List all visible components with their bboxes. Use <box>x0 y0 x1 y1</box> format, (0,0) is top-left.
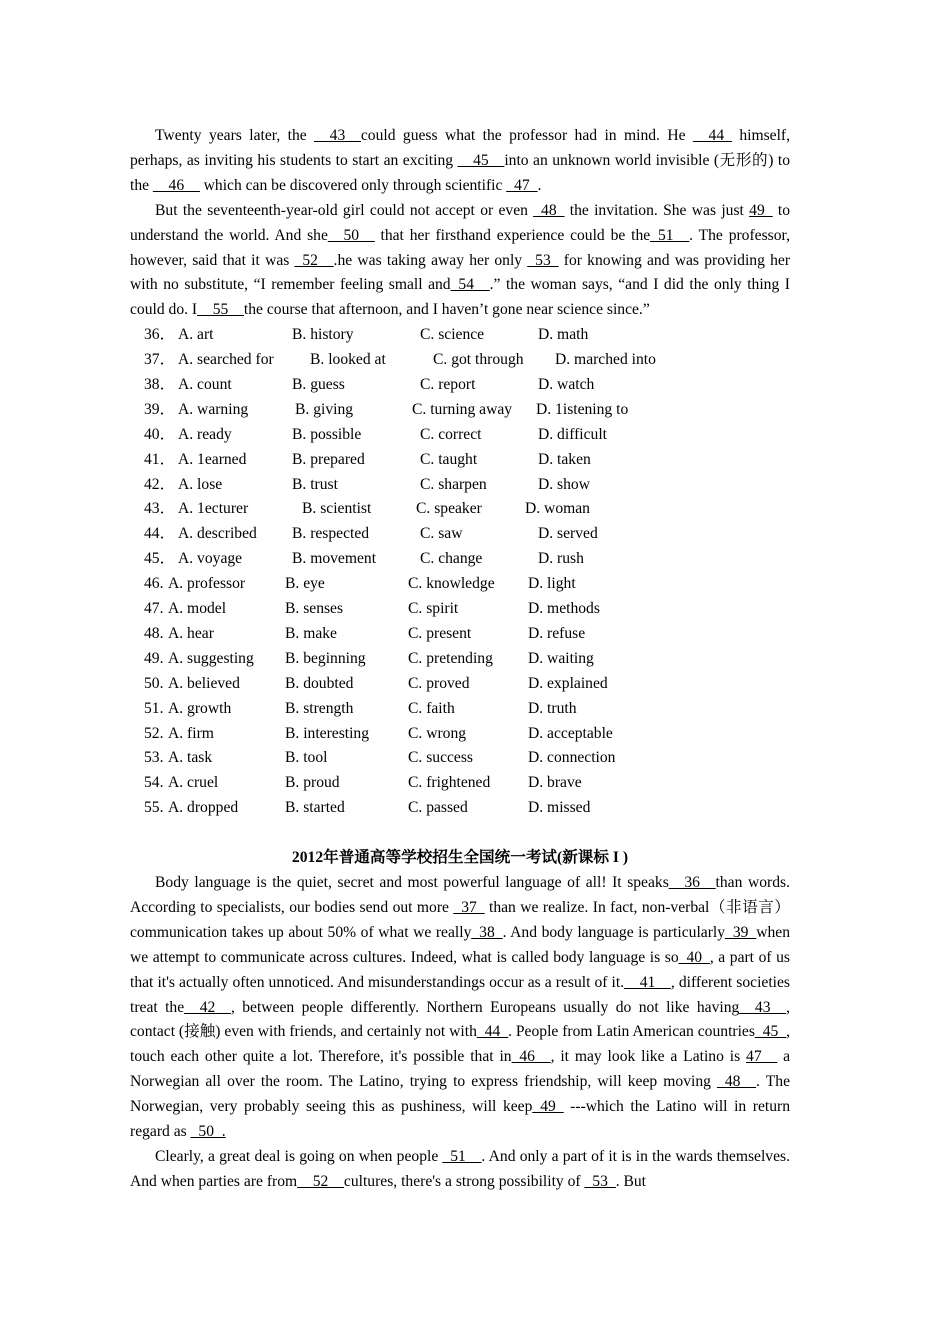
choice-b: B. proud <box>285 774 340 792</box>
passage2-paragraph-2 <box>130 1145 790 1195</box>
choice-a: A. 1earned <box>178 450 247 468</box>
paragraph-text: But the seventeenth-year-old girl could not accept or even <box>155 201 534 219</box>
choice-a: A. growth <box>168 699 232 717</box>
paragraph-text: to understand the world. And she <box>130 201 790 244</box>
choice-a: A. art <box>178 326 214 344</box>
answer-blank: __44_ <box>692 127 732 144</box>
choice-c: C. got through <box>433 351 524 369</box>
choice-a: A. firm <box>168 724 214 742</box>
section-title: 2012年普通高等学校招生全国统一考试(新课标 I ) <box>291 849 629 867</box>
question-number: 54. <box>144 774 164 792</box>
choice-c: C. saw <box>420 525 463 543</box>
choice-b: B. beginning <box>285 649 366 667</box>
choice-b: B. eye <box>285 575 325 593</box>
choice-a: A. suggesting <box>168 649 254 667</box>
answer-blank: _39_ <box>725 923 757 941</box>
choice-c: C. frightened <box>408 774 491 792</box>
answer-blank: __52__ <box>297 1172 344 1190</box>
choice-b: B. make <box>285 624 337 642</box>
choice-b: B. looked at <box>310 351 386 369</box>
choice-b: B. started <box>285 799 345 817</box>
option-row <box>130 597 790 622</box>
paragraph-text: cultures, there's a strong possibility of <box>343 1172 585 1190</box>
paragraph-text: could guess what the professor had in mind. He <box>360 127 693 144</box>
choice-c: C. science <box>420 326 485 344</box>
option-row <box>130 622 790 647</box>
answer-blank: _37_ <box>453 898 485 916</box>
choice-d: D. taken <box>538 450 591 468</box>
choice-d: D. show <box>538 475 590 493</box>
paragraph-text: . And body language is particularly <box>502 923 726 941</box>
paragraph-text: into an unknown world invisible (无形的) to the <box>130 151 790 194</box>
paragraph-text: , it may look like a Latino is <box>550 1048 747 1066</box>
question-number: 49. <box>144 649 164 667</box>
choice-a: A. cruel <box>168 774 219 792</box>
choice-d: D. missed <box>528 799 591 817</box>
option-row <box>130 522 790 547</box>
question-number: 47. <box>144 600 164 618</box>
choice-b: B. prepared <box>292 450 365 468</box>
passage1-paragraph-1 <box>130 124 790 199</box>
choice-d: D. brave <box>528 774 582 792</box>
question-number: 46. <box>144 575 164 593</box>
choice-d: D. woman <box>525 500 590 518</box>
choice-c: C. speaker <box>416 500 482 518</box>
choice-c: C. wrong <box>408 724 467 742</box>
choice-b: B. trust <box>292 475 338 493</box>
question-number: 38． <box>144 376 176 394</box>
choice-c: C. turning away <box>412 400 513 418</box>
answer-blank: __43__ <box>314 127 361 144</box>
option-row <box>130 771 790 796</box>
choice-b: B. history <box>292 326 354 344</box>
question-number: 52. <box>144 724 164 742</box>
question-number: 37． <box>144 351 176 369</box>
option-row <box>130 722 790 747</box>
choice-a: A. task <box>168 749 213 767</box>
paragraph-text: , between people differently. Northern Europeans usually do not like having <box>230 998 740 1016</box>
paragraph-text: . And only a part of it is in the wards themselves. And when parties are from <box>130 1147 790 1190</box>
answer-blank: _49_ <box>532 1098 564 1116</box>
answer-blank: _50_. <box>190 1123 226 1141</box>
paragraph-text: , a part of us that it's actually often unnoticed. And misunderstandings occur as a result of it. <box>130 948 790 991</box>
choice-c: C. success <box>408 749 473 767</box>
choice-c: C. knowledge <box>408 575 495 593</box>
choice-d: D. refuse <box>528 624 586 642</box>
choice-c: C. change <box>420 550 483 568</box>
choice-d: D. explained <box>528 674 608 692</box>
passage2-paragraph-1 <box>130 871 790 1145</box>
option-row <box>130 497 790 522</box>
choice-a: A. professor <box>168 575 246 593</box>
question-number: 44． <box>144 525 176 543</box>
option-row <box>130 672 790 697</box>
answer-blank: _44_ <box>476 1023 509 1041</box>
choice-c: C. report <box>420 376 476 394</box>
answer-blank: 47__ <box>746 1048 778 1066</box>
choice-a: A. model <box>168 600 227 618</box>
option-row <box>130 796 790 821</box>
paragraph-text: , different societies treat the <box>130 973 791 1016</box>
paragraph-text: than words. According to specialists, our bodies send out more <box>130 873 790 916</box>
paragraph-text: than we realize. In fact, non-verbal（非语言）communication takes up about 50% of what we really <box>130 898 790 941</box>
question-number: 42． <box>144 475 176 493</box>
paragraph-text: . <box>537 176 542 194</box>
answer-blank: _51__ <box>442 1147 482 1165</box>
choice-d: D. watch <box>538 376 595 394</box>
passage1-paragraph-2 <box>130 199 790 324</box>
choice-c: C. proved <box>408 674 470 692</box>
answer-blank: _52__ <box>294 251 334 269</box>
answer-blank: _48__ <box>717 1073 757 1091</box>
choice-c: C. sharpen <box>420 475 487 493</box>
choice-a: A. dropped <box>168 799 239 817</box>
choice-a: A. searched for <box>178 351 274 369</box>
answer-blank: _54__ <box>450 276 490 294</box>
option-row <box>130 373 790 398</box>
choice-a: A. believed <box>168 674 240 692</box>
answer-blank: _45_ <box>754 1023 787 1041</box>
paragraph-text: . The Norwegian, very probably seeing this as pushiness, will keep <box>130 1073 790 1116</box>
choice-c: C. present <box>408 624 472 642</box>
paragraph-text: .” the woman says, “and I did the only thing I could do. I <box>130 276 790 319</box>
question-number: 43． <box>144 500 176 518</box>
choice-c: C. correct <box>420 425 482 443</box>
choice-a: A. 1ecturer <box>178 500 249 518</box>
paragraph-text: a Norwegian all over the room. The Latino, trying to express friendship, will keep moving <box>130 1048 790 1091</box>
paragraph-text: the invitation. She was just <box>564 201 750 219</box>
choice-b: B. tool <box>285 749 328 767</box>
choice-d: D. methods <box>528 600 600 618</box>
paragraph-text: Clearly, a great deal is going on when people <box>155 1147 443 1165</box>
answer-blank: _47_ <box>506 176 538 194</box>
paragraph-text: which can be discovered only through scientific <box>199 176 507 194</box>
option-row <box>130 572 790 597</box>
answer-blank: _46__ <box>511 1048 551 1066</box>
choice-b: B. interesting <box>285 724 370 742</box>
question-number: 55. <box>144 799 164 817</box>
options-list <box>130 323 790 821</box>
choice-a: A. hear <box>168 624 214 642</box>
option-row <box>130 423 790 448</box>
document-page <box>130 124 790 1195</box>
choice-a: A. voyage <box>178 550 243 568</box>
paragraph-text: . People from Latin American countries <box>508 1023 755 1041</box>
choice-d: D. marched into <box>555 351 656 369</box>
option-row <box>130 473 790 498</box>
option-row <box>130 448 790 473</box>
answer-blank: _48_ <box>533 201 565 219</box>
paragraph-text: , touch each other quite a lot. Therefore, it's possible that in <box>130 1023 791 1066</box>
choice-b: B. possible <box>292 425 362 443</box>
choice-d: D. rush <box>538 550 584 568</box>
choice-a: A. warning <box>178 400 249 418</box>
answer-blank: _40_ <box>678 948 710 966</box>
paragraph-text: the course that afternoon, and I haven’t gone near science since.” <box>243 301 650 319</box>
paragraph-text: . But <box>615 1172 647 1190</box>
answer-blank: _53_ <box>584 1172 616 1190</box>
paragraph-text: ---which the Latino will in return regard as <box>130 1098 790 1141</box>
option-row <box>130 547 790 572</box>
option-row <box>130 348 790 373</box>
choice-d: D. light <box>528 575 576 593</box>
answer-blank: _53_ <box>527 251 559 269</box>
paragraph-text: when we attempt to communicate across cultures. Indeed, what is called body language is so <box>130 923 790 966</box>
answer-blank: __41__ <box>624 973 671 991</box>
paragraph-text: Body language is the quiet, secret and most powerful language of all! It speaks <box>155 873 669 891</box>
choice-d: D. truth <box>528 699 577 717</box>
choice-a: A. ready <box>178 425 232 443</box>
choice-c: C. faith <box>408 699 455 717</box>
question-number: 50. <box>144 674 164 692</box>
option-row <box>130 697 790 722</box>
option-row <box>130 647 790 672</box>
choice-b: B. senses <box>285 600 344 618</box>
choice-b: B. respected <box>292 525 370 543</box>
choice-c: C. passed <box>408 799 468 817</box>
question-number: 48. <box>144 624 164 642</box>
question-number: 36． <box>144 326 176 344</box>
question-number: 53. <box>144 749 164 767</box>
paragraph-text: for knowing and was providing her with no substitute, “I remember feeling small and <box>130 251 791 294</box>
question-number: 41． <box>144 450 176 468</box>
answer-blank: __36__ <box>668 873 716 891</box>
answer-blank: _51__ <box>650 226 690 244</box>
question-number: 45． <box>144 550 176 568</box>
choice-d: D. connection <box>528 749 616 767</box>
answer-blank: __46__ <box>152 176 200 194</box>
answer-blank: __42__ <box>184 998 231 1016</box>
choice-b: B. strength <box>285 699 354 717</box>
answer-blank: __50__ <box>327 226 375 244</box>
choice-b: B. movement <box>292 550 377 568</box>
choice-d: D. 1istening to <box>536 400 629 418</box>
paragraph-text: .he was taking away her only <box>333 251 528 269</box>
choice-a: A. described <box>178 525 257 543</box>
paragraph-text: Twenty years later, the <box>155 127 315 144</box>
choice-b: B. scientist <box>302 500 372 518</box>
choice-b: B. doubted <box>285 674 354 692</box>
answer-blank: __45__ <box>457 151 505 169</box>
paragraph-text: himself, perhaps, as inviting his students to start an exciting <box>130 127 790 169</box>
choice-b: B. guess <box>292 376 345 394</box>
choice-d: D. waiting <box>528 649 594 667</box>
choice-d: D. served <box>538 525 598 543</box>
choice-c: C. pretending <box>408 649 493 667</box>
choice-c: C. spirit <box>408 600 459 618</box>
answer-blank: __43__ <box>739 998 787 1016</box>
option-row <box>130 323 790 348</box>
answer-blank: _38_ <box>471 923 503 941</box>
paragraph-text: , contact (接触) even with friends, and certainly not with <box>130 998 790 1041</box>
question-number: 40． <box>144 425 176 443</box>
option-row <box>130 746 790 771</box>
choice-d: D. math <box>538 326 589 344</box>
choice-a: A. lose <box>178 475 223 493</box>
question-number: 51. <box>144 699 164 717</box>
question-number: 39． <box>144 400 176 418</box>
paragraph-text: . The professor, however, said that it was <box>130 226 790 269</box>
choice-d: D. difficult <box>538 425 608 443</box>
answer-blank: __55__ <box>197 301 244 319</box>
paragraph-text: that her firsthand experience could be the <box>374 226 651 244</box>
choice-d: D. acceptable <box>528 724 613 742</box>
answer-blank: 49_ <box>749 201 773 219</box>
choice-a: A. count <box>178 376 232 394</box>
option-row <box>130 398 790 423</box>
choice-c: C. taught <box>420 450 478 468</box>
choice-b: B. giving <box>295 400 354 418</box>
